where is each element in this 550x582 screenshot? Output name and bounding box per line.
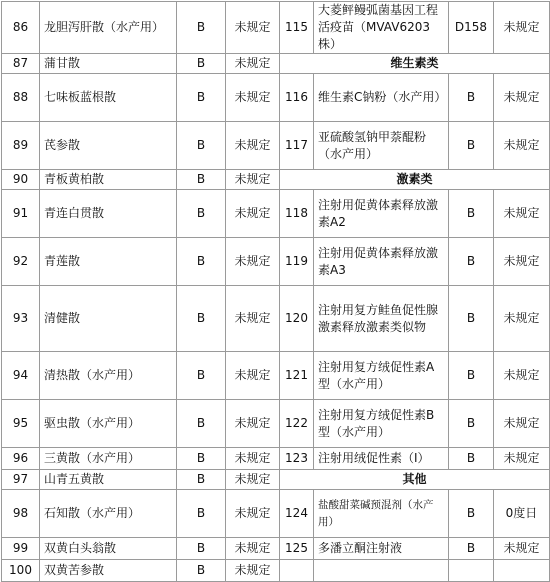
left-class-cell: B bbox=[177, 352, 226, 400]
right-class-cell: B bbox=[449, 286, 494, 352]
right-class-cell: B bbox=[449, 190, 494, 238]
right-withdrawal-cell: 未规定 bbox=[494, 190, 550, 238]
right-class-cell: B bbox=[449, 352, 494, 400]
right-class-cell: B bbox=[449, 448, 494, 470]
right-withdrawal-cell: 未规定 bbox=[494, 2, 550, 54]
left-number-cell: 92 bbox=[2, 238, 40, 286]
left-class-cell: B bbox=[177, 238, 226, 286]
left-number-cell: 88 bbox=[2, 74, 40, 122]
right-name-cell: 维生素C钠粉（水产用） bbox=[314, 74, 449, 122]
left-class-cell: B bbox=[177, 448, 226, 470]
left-number-cell: 97 bbox=[2, 470, 40, 490]
right-class-cell: B bbox=[449, 74, 494, 122]
right-class-cell: B bbox=[449, 238, 494, 286]
left-class-cell: B bbox=[177, 400, 226, 448]
left-name-cell: 清热散（水产用） bbox=[40, 352, 177, 400]
left-class-cell: B bbox=[177, 470, 226, 490]
right-name-cell: 亚硫酸氢钠甲萘醌粉（水产用） bbox=[314, 122, 449, 170]
drug-list-table bbox=[1, 1, 550, 582]
right-number-cell: 117 bbox=[280, 122, 314, 170]
table-row bbox=[2, 560, 550, 582]
table-row bbox=[2, 448, 550, 470]
left-class-cell: B bbox=[177, 2, 226, 54]
right-withdrawal-cell: 未规定 bbox=[494, 74, 550, 122]
left-class-cell: B bbox=[177, 74, 226, 122]
right-withdrawal-cell: 未规定 bbox=[494, 238, 550, 286]
empty-cell bbox=[314, 560, 449, 582]
table-row bbox=[2, 352, 550, 400]
right-withdrawal-cell: 未规定 bbox=[494, 286, 550, 352]
left-withdrawal-cell: 未规定 bbox=[226, 238, 280, 286]
table-row bbox=[2, 54, 550, 74]
left-class-cell: B bbox=[177, 122, 226, 170]
left-number-cell: 100 bbox=[2, 560, 40, 582]
left-name-cell: 三黄散（水产用） bbox=[40, 448, 177, 470]
table-row bbox=[2, 286, 550, 352]
left-name-cell: 龙胆泻肝散（水产用） bbox=[40, 2, 177, 54]
right-withdrawal-cell: 未规定 bbox=[494, 122, 550, 170]
left-number-cell: 87 bbox=[2, 54, 40, 74]
right-number-cell: 125 bbox=[280, 538, 314, 560]
left-class-cell: B bbox=[177, 560, 226, 582]
left-number-cell: 90 bbox=[2, 170, 40, 190]
left-withdrawal-cell: 未规定 bbox=[226, 74, 280, 122]
right-withdrawal-cell: 未规定 bbox=[494, 448, 550, 470]
left-name-cell: 清健散 bbox=[40, 286, 177, 352]
left-withdrawal-cell: 未规定 bbox=[226, 190, 280, 238]
left-withdrawal-cell: 未规定 bbox=[226, 122, 280, 170]
right-name-cell: 注射用绒促性素（I） bbox=[314, 448, 449, 470]
left-name-cell: 驱虫散（水产用） bbox=[40, 400, 177, 448]
right-class-cell: B bbox=[449, 538, 494, 560]
left-name-cell: 蒲甘散 bbox=[40, 54, 177, 74]
left-number-cell: 96 bbox=[2, 448, 40, 470]
table-row bbox=[2, 470, 550, 490]
right-number-cell: 115 bbox=[280, 2, 314, 54]
right-class-cell: D158 bbox=[449, 2, 494, 54]
right-withdrawal-cell: 未规定 bbox=[494, 400, 550, 448]
table-row bbox=[2, 170, 550, 190]
left-withdrawal-cell: 未规定 bbox=[226, 352, 280, 400]
right-number-cell: 121 bbox=[280, 352, 314, 400]
empty-cell bbox=[449, 560, 494, 582]
right-withdrawal-cell: 0度日 bbox=[494, 490, 550, 538]
right-withdrawal-cell: 未规定 bbox=[494, 352, 550, 400]
left-name-cell: 青莲散 bbox=[40, 238, 177, 286]
left-number-cell: 93 bbox=[2, 286, 40, 352]
left-number-cell: 98 bbox=[2, 490, 40, 538]
right-class-cell: B bbox=[449, 400, 494, 448]
left-class-cell: B bbox=[177, 54, 226, 74]
left-number-cell: 91 bbox=[2, 190, 40, 238]
right-number-cell: 118 bbox=[280, 190, 314, 238]
left-withdrawal-cell: 未规定 bbox=[226, 470, 280, 490]
right-name-cell: 注射用促黄体素释放激素A3 bbox=[314, 238, 449, 286]
left-withdrawal-cell: 未规定 bbox=[226, 538, 280, 560]
left-name-cell: 石知散（水产用） bbox=[40, 490, 177, 538]
right-number-cell: 122 bbox=[280, 400, 314, 448]
right-number-cell: 116 bbox=[280, 74, 314, 122]
left-withdrawal-cell: 未规定 bbox=[226, 286, 280, 352]
left-name-cell: 青板黄柏散 bbox=[40, 170, 177, 190]
right-name-cell: 大菱鲆鳗弧菌基因工程活疫苗（MVAV6203株） bbox=[314, 2, 449, 54]
left-withdrawal-cell: 未规定 bbox=[226, 448, 280, 470]
right-class-cell: B bbox=[449, 490, 494, 538]
table-row bbox=[2, 2, 550, 54]
left-number-cell: 95 bbox=[2, 400, 40, 448]
section-header-cell: 激素类 bbox=[280, 170, 550, 190]
left-class-cell: B bbox=[177, 286, 226, 352]
right-name-cell: 注射用复方绒促性素B型（水产用） bbox=[314, 400, 449, 448]
table-body bbox=[2, 2, 550, 582]
left-name-cell: 七味板蓝根散 bbox=[40, 74, 177, 122]
left-number-cell: 86 bbox=[2, 2, 40, 54]
table-row bbox=[2, 190, 550, 238]
left-name-cell: 芪参散 bbox=[40, 122, 177, 170]
left-name-cell: 双黄白头翁散 bbox=[40, 538, 177, 560]
left-withdrawal-cell: 未规定 bbox=[226, 54, 280, 74]
left-number-cell: 99 bbox=[2, 538, 40, 560]
left-name-cell: 山青五黄散 bbox=[40, 470, 177, 490]
right-number-cell: 124 bbox=[280, 490, 314, 538]
section-header-cell: 其他 bbox=[280, 470, 550, 490]
table-row bbox=[2, 122, 550, 170]
left-withdrawal-cell: 未规定 bbox=[226, 560, 280, 582]
right-name-cell: 注射用复方绒促性素A型（水产用） bbox=[314, 352, 449, 400]
left-class-cell: B bbox=[177, 170, 226, 190]
right-name-cell: 注射用促黄体素释放激素A2 bbox=[314, 190, 449, 238]
left-name-cell: 双黄苦参散 bbox=[40, 560, 177, 582]
right-number-cell: 120 bbox=[280, 286, 314, 352]
right-withdrawal-cell: 未规定 bbox=[494, 538, 550, 560]
empty-cell bbox=[494, 560, 550, 582]
left-class-cell: B bbox=[177, 190, 226, 238]
table-row bbox=[2, 490, 550, 538]
left-number-cell: 89 bbox=[2, 122, 40, 170]
left-name-cell: 青连白贯散 bbox=[40, 190, 177, 238]
table-row bbox=[2, 238, 550, 286]
left-withdrawal-cell: 未规定 bbox=[226, 400, 280, 448]
right-class-cell: B bbox=[449, 122, 494, 170]
left-number-cell: 94 bbox=[2, 352, 40, 400]
right-name-cell: 注射用复方鲑鱼促性腺激素释放激素类似物 bbox=[314, 286, 449, 352]
left-withdrawal-cell: 未规定 bbox=[226, 490, 280, 538]
right-number-cell: 123 bbox=[280, 448, 314, 470]
left-withdrawal-cell: 未规定 bbox=[226, 2, 280, 54]
table-row bbox=[2, 538, 550, 560]
table-row bbox=[2, 400, 550, 448]
left-class-cell: B bbox=[177, 538, 226, 560]
table-row bbox=[2, 74, 550, 122]
empty-cell bbox=[280, 560, 314, 582]
left-class-cell: B bbox=[177, 490, 226, 538]
left-withdrawal-cell: 未规定 bbox=[226, 170, 280, 190]
right-name-cell: 盐酸甜菜碱预混剂（水产用） bbox=[314, 490, 449, 538]
right-number-cell: 119 bbox=[280, 238, 314, 286]
section-header-cell: 维生素类 bbox=[280, 54, 550, 74]
right-name-cell: 多潘立酮注射液 bbox=[314, 538, 449, 560]
